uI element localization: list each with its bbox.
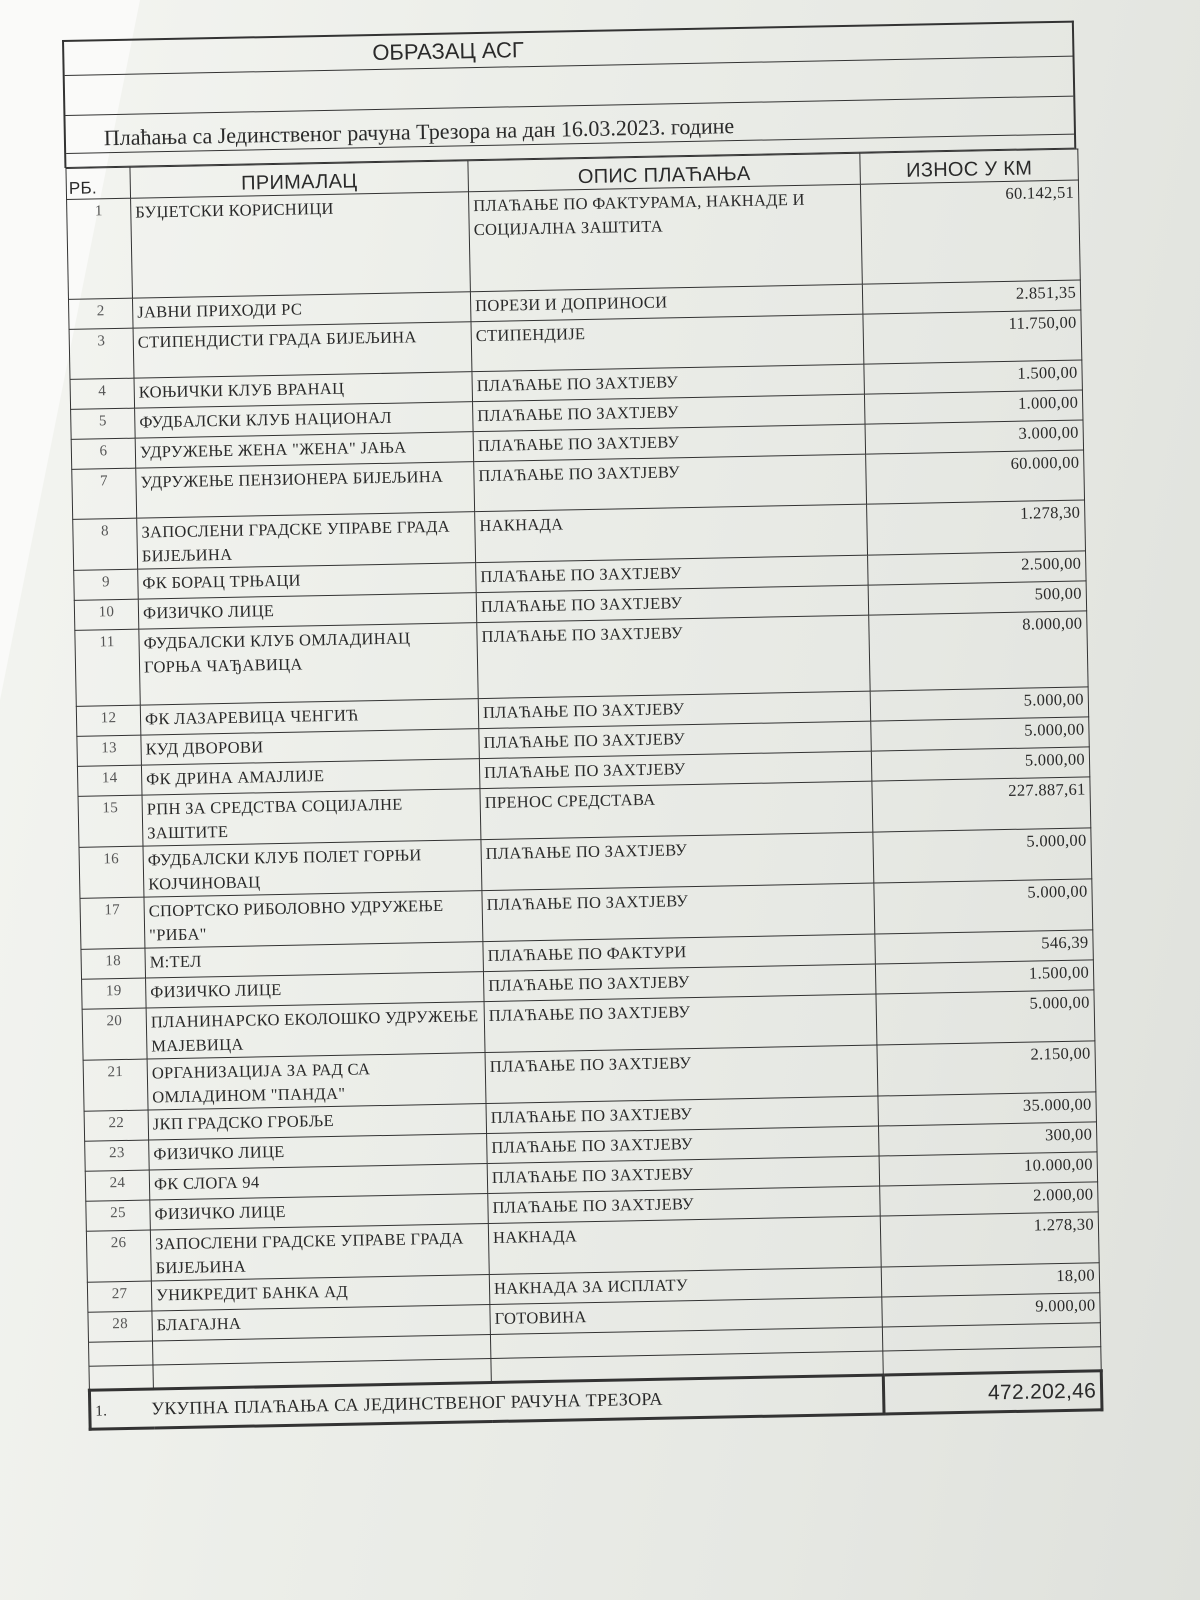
- recipient-cell: КОЊИЧКИ КЛУБ ВРАНАЦ: [134, 372, 473, 408]
- description-cell: ПЛАЋАЊЕ ПО ЗАХТЈЕВУ: [477, 615, 870, 699]
- row-number: 17: [80, 897, 145, 949]
- description-cell: ПЛАЋАЊЕ ПО ЗАХТЈЕВУ: [473, 394, 866, 432]
- description-cell: ПЛАЋАЊЕ ПО ЗАХТЈЕВУ: [484, 994, 877, 1053]
- recipient-cell: ФИЗИЧКО ЛИЦЕ: [149, 1134, 488, 1170]
- row-number: 6: [71, 438, 136, 469]
- recipient-cell: КУД ДВОРОВИ: [141, 729, 480, 765]
- amount-cell: 1.500,00: [875, 960, 1094, 994]
- total-num: 1.: [95, 1402, 108, 1420]
- recipient-cell: ФУДБАЛСКИ КЛУБ НАЦИОНАЛ: [135, 402, 474, 438]
- row-number: 3: [69, 328, 134, 379]
- description-cell: ПЛАЋАЊЕ ПО ЗАХТЈЕВУ: [476, 585, 869, 623]
- description-cell: ПЛАЋАЊЕ ПО ЗАХТЈЕВУ: [482, 883, 875, 942]
- description-cell: ПЛАЋАЊЕ ПО ЗАХТЈЕВУ: [479, 751, 872, 789]
- payments-table: [64, 148, 1103, 1430]
- recipient-cell: М:ТЕЛ: [145, 942, 484, 978]
- total-amount: 472.202,46: [883, 1371, 1102, 1414]
- column-header-recipient: ПРИМАЛАЦ: [130, 161, 469, 198]
- amount-cell: 2.500,00: [868, 551, 1087, 585]
- row-number: 5: [71, 408, 136, 439]
- recipient-cell: ЗАПОСЛЕНИ ГРАДСКЕ УПРАВЕ ГРАДА БИЈЕЉИНА: [137, 512, 476, 569]
- amount-cell: 3.000,00: [865, 420, 1084, 454]
- description-cell: ПЛАЋАЊЕ ПО ЗАХТЈЕВУ: [474, 454, 867, 512]
- row-number: 22: [84, 1110, 149, 1141]
- total-label: УКУПНА ПЛАЋАЊА СА ЈЕДИНСТВЕНОГ РАЧУНА ТРЕЗОРА: [151, 1388, 663, 1419]
- amount-cell: 1.000,00: [864, 390, 1083, 424]
- amount-cell: 500,00: [868, 581, 1087, 615]
- row-number: 26: [86, 1230, 151, 1282]
- row-number: 7: [72, 468, 137, 519]
- description-cell: НАКНАДА ЗА ИСПЛАТУ: [489, 1267, 882, 1305]
- amount-cell: 60.000,00: [866, 450, 1085, 504]
- table-body: [67, 180, 1101, 1342]
- recipient-cell: ЈКП ГРАДСКО ГРОБЉЕ: [148, 1104, 487, 1140]
- column-header-amount: ИЗНОС У КМ: [860, 149, 1079, 184]
- description-cell: ПЛАЋАЊЕ ПО ЗАХТЈЕВУ: [488, 1186, 881, 1224]
- description-cell: ПЛАЋАЊЕ ПО ЗАХТЈЕВУ: [479, 721, 872, 759]
- form-header: [62, 21, 1076, 168]
- recipient-cell: УДРУЖЕЊЕ ПЕНЗИОНЕРА БИЈЕЉИНА: [136, 462, 475, 518]
- description-cell: НАКНАДА: [488, 1216, 881, 1275]
- amount-cell: 5.000,00: [871, 717, 1090, 751]
- description-cell: ПЛАЋАЊЕ ПО ЗАХТЈЕВУ: [487, 1126, 880, 1164]
- row-number: 15: [78, 795, 143, 847]
- payment-form: [62, 21, 1101, 1431]
- recipient-cell: ПЛАНИНАРСКО ЕКОЛОШКО УДРУЖЕЊЕ МАЈЕВИЦА: [146, 1002, 485, 1059]
- description-cell: ПЛАЋАЊЕ ПО ЗАХТЈЕВУ: [485, 1045, 878, 1104]
- recipient-cell: БУЏЕТСКИ КОРИСНИЦИ: [131, 192, 471, 298]
- form-title: ОБРАЗАЦ АСГ: [64, 23, 1072, 76]
- amount-cell: 5.000,00: [870, 687, 1089, 721]
- row-number: 14: [77, 765, 142, 796]
- description-cell: ПЛАЋАЊЕ ПО ЗАХТЈЕВУ: [486, 1096, 879, 1134]
- description-cell: ПЛАЋАЊЕ ПО ЗАХТЈЕВУ: [487, 1156, 880, 1194]
- column-header-rb: РБ.: [66, 167, 131, 199]
- row-number: 2: [68, 298, 133, 329]
- row-number: 19: [82, 978, 147, 1009]
- amount-cell: 546,39: [875, 930, 1094, 964]
- row-number: 16: [79, 846, 144, 898]
- amount-cell: 11.750,00: [863, 310, 1082, 364]
- amount-cell: 10.000,00: [879, 1152, 1098, 1186]
- recipient-cell: ФУДБАЛСКИ КЛУБ ОМЛАДИНАЦ ГОРЊА ЧАЂАВИЦА: [139, 623, 478, 705]
- description-cell: ПЛАЋАЊЕ ПО ЗАХТЈЕВУ: [483, 964, 876, 1002]
- row-number: 27: [87, 1281, 152, 1312]
- row-number: 20: [82, 1008, 147, 1060]
- description-cell: НАКНАДА: [475, 504, 868, 563]
- table-row: [67, 180, 1081, 299]
- row-number: 8: [73, 518, 138, 570]
- recipient-cell: ОРГАНИЗАЦИЈА ЗА РАД СА ОМЛАДИНОМ "ПАНДА": [147, 1053, 486, 1110]
- recipient-cell: ФИЗИЧКО ЛИЦЕ: [146, 972, 485, 1008]
- amount-cell: 1.278,30: [867, 500, 1086, 555]
- row-number: 4: [70, 378, 135, 409]
- recipient-cell: СТИПЕНДИСТИ ГРАДА БИЈЕЉИНА: [133, 322, 472, 378]
- recipient-cell: ЈАВНИ ПРИХОДИ РС: [132, 292, 471, 328]
- recipient-cell: СПОРТСКО РИБОЛОВНО УДРУЖЕЊЕ "РИБА": [144, 891, 483, 948]
- description-cell: ПЛАЋАЊЕ ПО ФАКТУРИ: [483, 934, 876, 972]
- row-number: 25: [86, 1200, 151, 1231]
- amount-cell: 60.142,51: [860, 180, 1080, 284]
- recipient-cell: РПН ЗА СРЕДСТВА СОЦИЈАЛНЕ ЗАШТИТЕ: [142, 789, 481, 846]
- description-cell: ПЛАЋАЊЕ ПО ФАКТУРАМА, НАКНАДЕ И СОЦИЈАЛНА ЗАШТИТА: [468, 184, 862, 292]
- description-cell: ПЛАЋАЊЕ ПО ЗАХТЈЕВУ: [473, 424, 866, 462]
- row-number: 21: [83, 1059, 148, 1111]
- document-title: Плаћања са Јединственог рачуна Трезора на дан 16.03.2023. године: [65, 97, 1074, 154]
- recipient-cell: ЗАПОСЛЕНИ ГРАДСКЕ УПРАВЕ ГРАДА БИЈЕЉИНА: [150, 1224, 489, 1281]
- amount-cell: 5.000,00: [874, 879, 1093, 934]
- recipient-cell: ФУДБАЛСКИ КЛУБ ПОЛЕТ ГОРЊИ КОЈЧИНОВАЦ: [143, 840, 482, 897]
- recipient-cell: ФИЗИЧКО ЛИЦЕ: [138, 593, 477, 629]
- description-cell: ГОТОВИНА: [490, 1297, 883, 1335]
- amount-cell: 35.000,00: [878, 1092, 1097, 1126]
- recipient-cell: УДРУЖЕЊЕ ЖЕНА "ЖЕНА" ЈАЊА: [135, 432, 474, 468]
- amount-cell: 9.000,00: [882, 1293, 1101, 1327]
- recipient-cell: ФК ЛАЗАРЕВИЦА ЧЕНГИЋ: [140, 699, 479, 735]
- row-number: 12: [76, 705, 141, 736]
- amount-cell: 5.000,00: [873, 828, 1092, 883]
- recipient-cell: БЛАГАЈНА: [152, 1305, 491, 1341]
- row-number: 18: [81, 948, 146, 979]
- amount-cell: 5.000,00: [871, 747, 1090, 781]
- amount-cell: 2.851,35: [862, 280, 1081, 314]
- description-cell: ПЛАЋАЊЕ ПО ЗАХТЈЕВУ: [478, 691, 871, 729]
- row-number: 24: [85, 1170, 150, 1201]
- description-cell: ПЛАЋАЊЕ ПО ЗАХТЈЕВУ: [481, 832, 874, 891]
- recipient-cell: УНИКРЕДИТ БАНКА АД: [151, 1275, 490, 1311]
- description-cell: ПОРЕЗИ И ДОПРИНОСИ: [470, 284, 863, 322]
- recipient-cell: ФК ДРИНА АМАЈЛИЈЕ: [141, 759, 480, 795]
- row-number: 1: [67, 198, 133, 299]
- description-cell: СТИПЕНДИЈЕ: [471, 314, 864, 372]
- amount-cell: 1.500,00: [864, 360, 1083, 394]
- description-cell: ПЛАЋАЊЕ ПО ЗАХТЈЕВУ: [476, 555, 869, 593]
- row-number: 10: [74, 599, 139, 630]
- amount-cell: 18,00: [881, 1263, 1100, 1297]
- description-cell: ПЛАЋАЊЕ ПО ЗАХТЈЕВУ: [472, 364, 865, 402]
- row-number: 23: [85, 1140, 150, 1171]
- amount-cell: 5.000,00: [876, 990, 1095, 1045]
- recipient-cell: ФК СЛОГА 94: [149, 1164, 488, 1200]
- recipient-cell: ФК БОРАЦ ТРЊАЦИ: [138, 563, 477, 599]
- amount-cell: 8.000,00: [869, 611, 1088, 691]
- row-number: 28: [88, 1311, 153, 1342]
- amount-cell: 2.000,00: [880, 1182, 1099, 1216]
- description-cell: ПРЕНОС СРЕДСТАВА: [480, 781, 873, 840]
- amount-cell: 2.150,00: [877, 1041, 1096, 1096]
- row-number: 13: [77, 735, 142, 766]
- recipient-cell: ФИЗИЧКО ЛИЦЕ: [150, 1194, 489, 1230]
- row-number: 11: [75, 629, 140, 706]
- column-header-description: ОПИС ПЛАЋАЊА: [468, 153, 861, 192]
- amount-cell: 227.887,61: [872, 777, 1091, 832]
- row-number: 9: [74, 569, 139, 600]
- amount-cell: 300,00: [878, 1122, 1097, 1156]
- amount-cell: 1.278,30: [880, 1212, 1099, 1267]
